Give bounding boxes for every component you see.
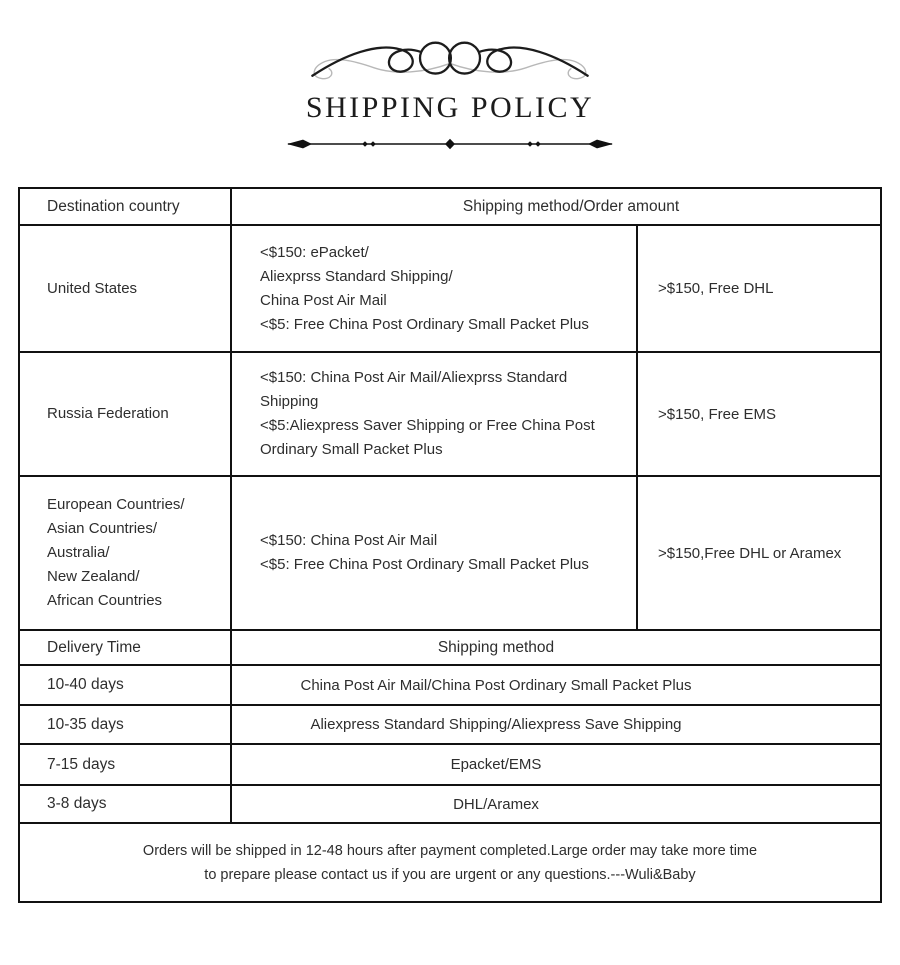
table-row-united-states <box>19 225 881 352</box>
delivery-method-cell: China Post Air Mail/China Post Ordinary Small Packet Plus <box>231 665 881 705</box>
table-row-european-countries <box>19 476 881 630</box>
delivery-row <box>19 665 881 705</box>
order-amount-cell: >$150, Free DHL <box>637 225 881 352</box>
table-footer-row <box>19 823 881 902</box>
delivery-method-cell: Epacket/EMS <box>231 744 881 785</box>
country-cell: United States <box>19 225 231 352</box>
delivery-time-cell: 10-40 days <box>19 665 231 705</box>
shipping-method-cell: <$150: ePacket/ Aliexprss Standard Shipping/ China Post Air Mail <$5: Free China Post Ordinary Small Packet Plus <box>231 225 637 352</box>
order-amount-cell: >$150,Free DHL or Aramex <box>637 476 881 630</box>
country-cell: Russia Federation <box>19 352 231 476</box>
delivery-time-header-row <box>19 630 881 665</box>
table-row-russia-federation <box>19 352 881 476</box>
delivery-time-cell: 3-8 days <box>19 785 231 823</box>
calligraphic-flourish-icon <box>300 32 600 86</box>
shipping-method-cell: <$150: China Post Air Mail/Aliexprss Standard Shipping <$5:Aliexpress Saver Shipping or Free China Post Ordinary Small Packet Plus <box>231 352 637 476</box>
delivery-row <box>19 744 881 785</box>
delivery-method-cell: DHL/Aramex <box>231 785 881 823</box>
header-delivery-time: Delivery Time <box>19 630 231 665</box>
shipping-method-cell: <$150: China Post Air Mail <$5: Free China Post Ordinary Small Packet Plus <box>231 476 637 630</box>
table-header-row <box>19 188 881 225</box>
header-shipping-method-order-amount: Shipping method/Order amount <box>231 188 881 225</box>
delivery-row <box>19 705 881 744</box>
arrow-diamond-rule-icon <box>285 135 615 153</box>
delivery-time-cell: 10-35 days <box>19 705 231 744</box>
delivery-method-cell: Aliexpress Standard Shipping/Aliexpress Save Shipping <box>231 705 881 744</box>
banner <box>0 32 900 153</box>
header-shipping-method: Shipping method <box>231 630 881 665</box>
shipping-note: Orders will be shipped in 12-48 hours after payment completed.Large order may take more time to prepare please contact us if you are urgent or any questions.---Wuli&Baby <box>19 823 881 902</box>
delivery-time-cell: 7-15 days <box>19 744 231 785</box>
delivery-row <box>19 785 881 823</box>
header-destination-country: Destination country <box>19 188 231 225</box>
order-amount-cell: >$150, Free EMS <box>637 352 881 476</box>
country-cell: European Countries/ Asian Countries/ Australia/ New Zealand/ African Countries <box>19 476 231 630</box>
shipping-policy-table <box>18 187 882 903</box>
page-title: SHIPPING POLICY <box>305 91 595 124</box>
